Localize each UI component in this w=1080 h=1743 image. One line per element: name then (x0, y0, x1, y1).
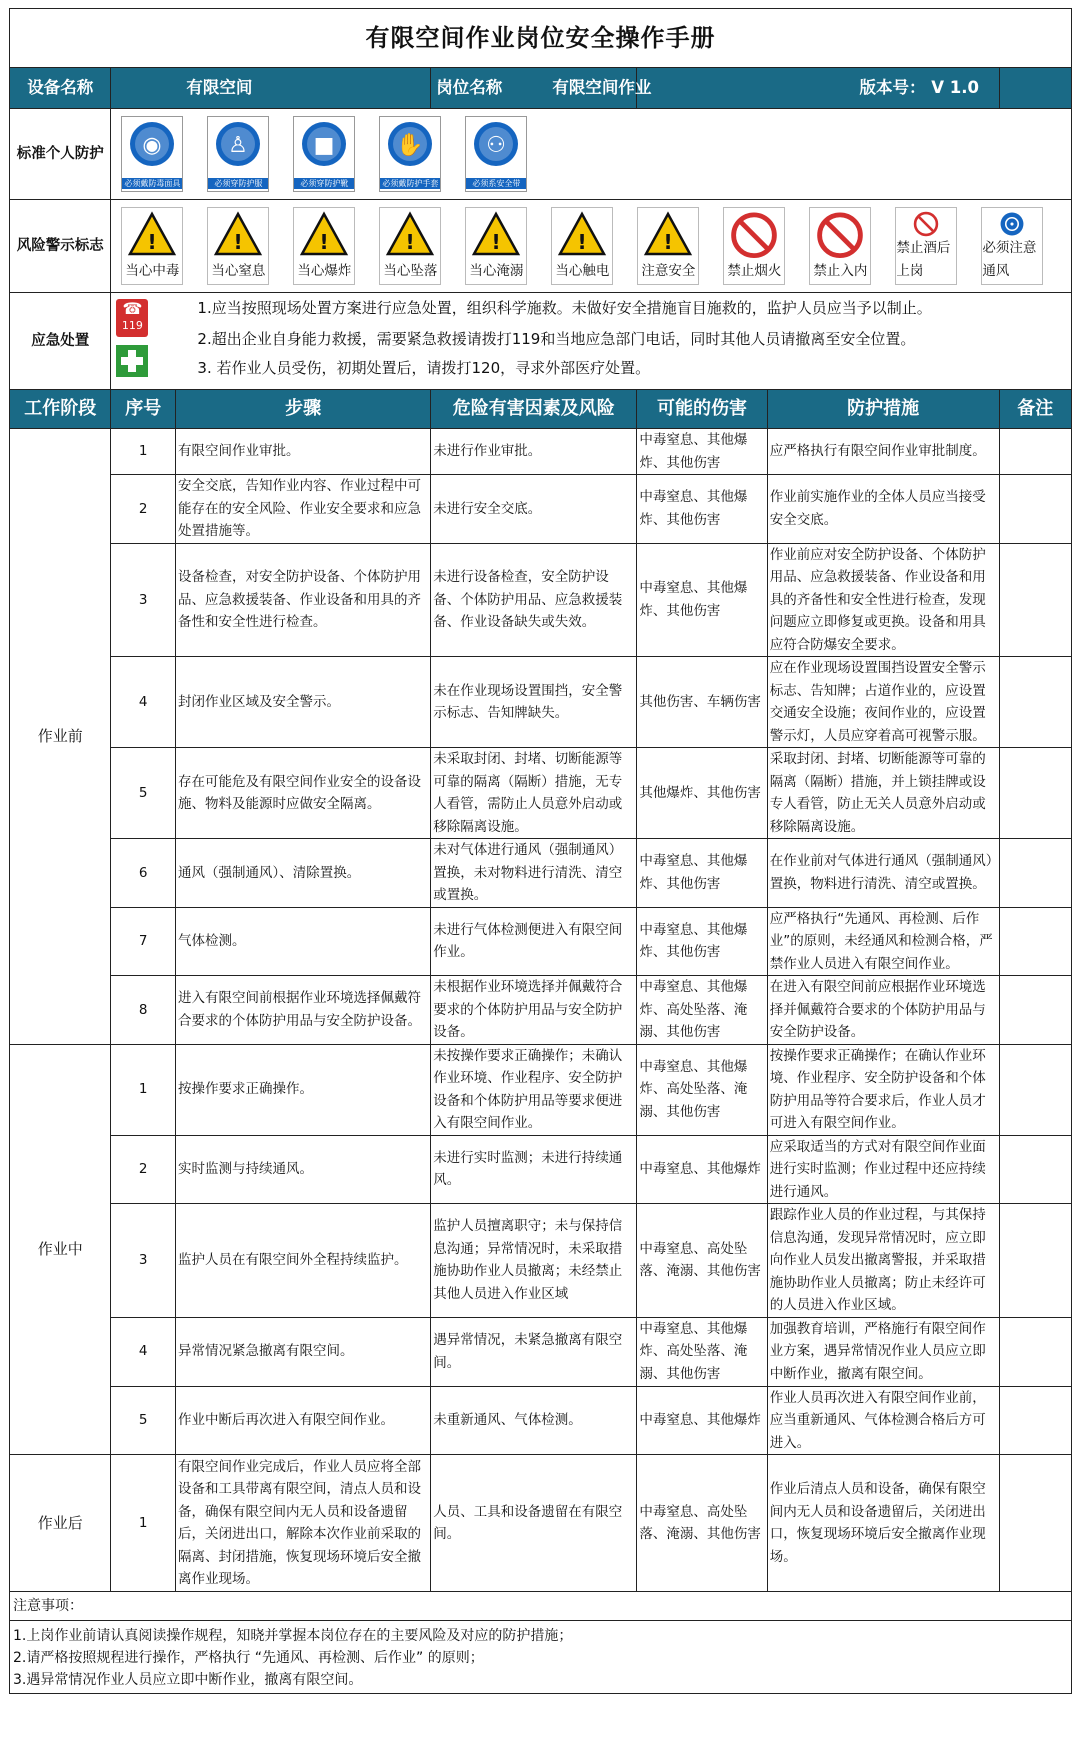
hazard-cell: 监护人员擅离职守；未与保持信息沟通；异常情况时，未采取措施协助作业人员撤离；未经禁止其他人员进入作业区域 (431, 1204, 637, 1318)
ppe-caption: 必须戴防毒面具 (124, 179, 181, 188)
step-cell: 设备检查，对安全防护设备、个体防护用品、应急救援装备、作业设备和用具的齐备性和安全性进行检查。 (176, 543, 431, 657)
injury-cell: 中毒窒息、其他爆炸、高处坠落、淹溺、其他伤害 (637, 1317, 767, 1386)
hazard-cell: 未进行气体检测便进入有限空间作业。 (431, 907, 637, 976)
svg-text:!: ! (491, 230, 501, 254)
table-row (10, 1204, 1072, 1318)
injury-cell: 其他伤害、车辆伤害 (637, 657, 767, 748)
table-row (10, 907, 1072, 976)
notes-title: 注意事项： (10, 1592, 1072, 1621)
risk-caption: 当心触电 (555, 262, 610, 279)
step-cell: 有限空间作业审批。 (176, 429, 431, 475)
row-number: 2 (111, 475, 176, 544)
risk-caption: 当心中毒 (125, 262, 180, 279)
col-measure: 防护措施 (767, 390, 999, 429)
poisoning-warning-icon (121, 207, 183, 285)
remark-cell (999, 657, 1071, 748)
risk-caption: 禁止酒后上岗 (896, 240, 951, 279)
hazard-cell: 未对气体进行通风（强制通风）置换，未对物料进行清洗、清空或置换。 (431, 839, 637, 908)
risk-icons (111, 200, 1072, 293)
emergency-line-1: 1.应当按照现场处置方案进行应急处置，组织科学施救。未做好安全措施盲目施救的，监护人员应当予以制止。 (197, 299, 932, 317)
row-number: 2 (111, 1135, 176, 1204)
note-3: 3.遇异常情况作业人员应立即中断作业，撤离有限空间。 (13, 1672, 363, 1688)
emergency-line-3: 3. 若作业人员受伤，初期处置后，请拨打120，寻求外部医疗处置。 (197, 359, 651, 377)
measure-cell: 作业人员再次进入有限空间作业前，应当重新通风、气体检测合格后方可进入。 (767, 1386, 999, 1455)
ppe-caption: 必须系安全带 (466, 178, 526, 189)
row-number: 1 (111, 1044, 176, 1135)
remark-cell (999, 748, 1071, 839)
risk-signs-label: 风险警示标志 (10, 200, 111, 293)
risk-caption: 当心窒息 (211, 262, 266, 279)
table-row (10, 543, 1072, 657)
note-1: 1.上岗作业前请认真阅读操作规程，知晓并掌握本岗位存在的主要风险及对应的防护措施； (13, 1628, 573, 1644)
hazard-cell: 未进行安全交底。 (431, 475, 637, 544)
injury-cell: 中毒窒息、其他爆炸 (637, 1135, 767, 1204)
measure-cell: 在进入有限空间前应根据作业环境选择并佩戴符合要求的个体防护用品与安全防护设备。 (767, 976, 999, 1045)
measure-cell: 应在作业现场设置围挡设置安全警示标志、告知牌；占道作业的，应设置交通安全设施；夜间作业的，应设置警示灯，人员应穿着高可视警示服。 (767, 657, 999, 748)
table-row (10, 748, 1072, 839)
hazard-cell: 未在作业现场设置围挡，安全警示标志、告知牌缺失。 (431, 657, 637, 748)
emergency-content (111, 293, 1072, 390)
col-no: 序号 (111, 390, 176, 429)
ppe-icons (111, 109, 1072, 200)
step-cell: 异常情况紧急撤离有限空间。 (176, 1317, 431, 1386)
measure-cell: 加强教育培训，严格施行有限空间作业方案，遇异常情况作业人员应立即中断作业，撤离有限空间。 (767, 1317, 999, 1386)
ppe-row (10, 109, 1072, 200)
slip-warning-icon (551, 207, 613, 285)
table-row (10, 1455, 1072, 1592)
emergency-label: 应急处置 (10, 293, 111, 390)
svg-text:■: ■ (314, 133, 335, 158)
svg-text:!: ! (405, 230, 415, 254)
measure-cell: 作业前实施作业的全体人员应当接受安全交底。 (767, 475, 999, 544)
col-injury: 可能的伤害 (637, 390, 767, 429)
step-cell: 作业中断后再次进入有限空间作业。 (176, 1386, 431, 1455)
risk-caption: 当心坠落 (383, 262, 438, 279)
injury-cell: 中毒窒息、其他爆炸、其他伤害 (637, 907, 767, 976)
measure-cell: 在作业前对气体进行通风（强制通风）置换，物料进行清洗、清空或置换。 (767, 839, 999, 908)
row-number: 1 (111, 429, 176, 475)
remark-cell (999, 1044, 1071, 1135)
ppe-caption: 必须穿防护服 (208, 178, 268, 189)
svg-text:!: ! (233, 230, 243, 254)
remark-cell (999, 1386, 1071, 1455)
no-fire-icon (723, 207, 785, 285)
remark-cell (999, 839, 1071, 908)
hazard-cell: 未进行实时监测；未进行持续通风。 (431, 1135, 637, 1204)
svg-text:⚇: ⚇ (486, 133, 507, 158)
stage-cell: 作业后 (10, 1455, 111, 1592)
svg-text:!: ! (147, 230, 157, 254)
row-number: 5 (111, 748, 176, 839)
table-row (10, 429, 1072, 475)
injury-cell: 中毒窒息、其他爆炸、其他伤害 (637, 543, 767, 657)
row-number: 8 (111, 976, 176, 1045)
risk-caption: 禁止烟火 (727, 262, 782, 279)
injury-cell: 中毒窒息、高处坠落、淹溺、其他伤害 (637, 1455, 767, 1592)
step-cell: 监护人员在有限空间外全程持续监护。 (176, 1204, 431, 1318)
measure-cell: 作业后清点人员和设备，确保有限空间内无人员和设备遗留后，关闭进出口，恢复现场环境后安全撤离作业现场。 (767, 1455, 999, 1592)
risk-row (10, 200, 1072, 293)
explosion-warning-icon (293, 207, 355, 285)
remark-cell (999, 976, 1071, 1045)
safety-boots-icon (293, 116, 355, 192)
measure-cell: 跟踪作业人员的作业过程，与其保持信息沟通，发现异常情况时，应立即向作业人员发出撤离警报，并采取措施协助作业人员撤离；防止未经许可的人员进入作业区域。 (767, 1204, 999, 1318)
injury-cell: 中毒窒息、其他爆炸 (637, 1386, 767, 1455)
table-row (10, 1135, 1072, 1204)
remark-cell (999, 1135, 1071, 1204)
first-aid-icon (116, 345, 148, 377)
hazard-cell: 未进行设备检查，安全防护设备、个体防护用品、应急救援装备、作业设备缺失或失效。 (431, 543, 637, 657)
fall-warning-icon (379, 207, 441, 285)
version-cell (859, 68, 1071, 109)
safety-belt-icon (465, 116, 527, 192)
risk-caption: 禁止入内 (813, 262, 868, 279)
step-cell: 有限空间作业完成后，作业人员应将全部设备和工具带离有限空间，清点人员和设备，确保有限空间内无人员和设备遗留后，关闭进出口，解除本次作业前采取的隔离、封闭措施，恢复现场环境后安全撤离作业现场。 (176, 1455, 431, 1592)
table-row (10, 1386, 1072, 1455)
remark-cell (999, 429, 1071, 475)
gas-mask-icon (121, 116, 183, 192)
col-step: 步骤 (176, 390, 431, 429)
risk-caption: 当心爆炸 (297, 262, 352, 279)
row-number: 4 (111, 1317, 176, 1386)
injury-cell: 中毒窒息、其他爆炸、高处坠落、淹溺、其他伤害 (637, 1044, 767, 1135)
hazard-cell: 未进行作业审批。 (431, 429, 637, 475)
step-cell: 安全交底，告知作业内容、作业过程中可能存在的安全风险、作业安全要求和应急处置措施等。 (176, 475, 431, 544)
row-number: 3 (111, 1204, 176, 1318)
hazard-cell: 未按操作要求正确操作；未确认作业环境、作业程序、安全防护设备和个体防护用品等要求便进入有限空间作业。 (431, 1044, 637, 1135)
col-hazard: 危险有害因素及风险 (431, 390, 637, 429)
svg-text:◉: ◉ (142, 133, 163, 158)
hazard-cell: 未重新通风、气体检测。 (431, 1386, 637, 1455)
row-number: 3 (111, 543, 176, 657)
risk-caption: 必须注意通风 (982, 240, 1037, 279)
post-name-value: 有限空间作业 (637, 68, 999, 109)
post-name-label: 岗位名称 (431, 68, 637, 109)
col-stage: 工作阶段 (10, 390, 111, 429)
header-row (10, 68, 1072, 109)
ventilate-icon (981, 207, 1043, 285)
row-number: 5 (111, 1386, 176, 1455)
svg-text:!: ! (319, 230, 329, 254)
protective-suit-icon (207, 116, 269, 192)
hazard-cell: 人员、工具和设备遗留在有限空间。 (431, 1455, 637, 1592)
table-row (10, 1044, 1072, 1135)
injury-cell: 其他爆炸、其他伤害 (637, 748, 767, 839)
device-name-label: 设备名称 (10, 68, 111, 109)
injury-cell: 中毒窒息、其他爆炸、其他伤害 (637, 839, 767, 908)
page-title: 有限空间作业岗位安全操作手册 (10, 9, 1072, 68)
injury-cell: 中毒窒息、其他爆炸、其他伤害 (637, 475, 767, 544)
remark-cell (999, 1317, 1071, 1386)
measure-cell: 应严格执行有限空间作业审批制度。 (767, 429, 999, 475)
measure-cell: 应严格执行“先通风、再检测、后作业”的原则，未经通风和检测合格，严禁作业人员进入有限空间作业。 (767, 907, 999, 976)
risk-caption: 注意安全 (641, 262, 696, 279)
table-row (10, 839, 1072, 908)
measure-cell: 作业前应对安全防护设备、个体防护用品、应急救援装备、作业设备和用具的齐备性和安全性进行检查，发现问题应立即修复或更换。设备和用具应符合防爆安全要求。 (767, 543, 999, 657)
step-cell: 按操作要求正确操作。 (176, 1044, 431, 1135)
injury-cell: 中毒窒息、其他爆炸、高处坠落、淹溺、其他伤害 (637, 976, 767, 1045)
ppe-caption: 必须穿防护靴 (294, 178, 354, 189)
injury-cell: 中毒窒息、其他爆炸、其他伤害 (637, 429, 767, 475)
ppe-caption: 必须戴防护手套 (382, 179, 439, 188)
emergency-line-2: 2.超出企业自身能力救援，需要紧急救援请拨打119和当地应急部门电话，同时其他人员请撤离至安全位置。 (197, 330, 916, 348)
no-entry-icon (809, 207, 871, 285)
measure-cell: 应采取适当的方式对有限空间作业面进行实时监测；作业过程中还应持续进行通风。 (767, 1135, 999, 1204)
remark-cell (999, 907, 1071, 976)
risk-caption: 当心淹溺 (469, 262, 524, 279)
svg-text:✋: ✋ (396, 133, 425, 158)
suffocation-warning-icon (207, 207, 269, 285)
fire-phone-icon: ☎ 119 (116, 299, 148, 337)
emergency-row (10, 293, 1072, 390)
table-header (10, 390, 1072, 429)
remark-cell (999, 1204, 1071, 1318)
measure-cell: 采取封闭、封堵、切断能源等可靠的隔离（隔断）措施，并上锁挂牌或设专人看管，防止无关人员意外启动或移除隔离设施。 (767, 748, 999, 839)
hazard-cell: 未根据作业环境选择并佩戴符合要求的个体防护用品与安全防护设备。 (431, 976, 637, 1045)
svg-text:!: ! (577, 230, 587, 254)
stage-cell: 作业中 (10, 1044, 111, 1455)
svg-text:!: ! (663, 230, 673, 254)
remark-cell (999, 543, 1071, 657)
notes-list (10, 1621, 1072, 1694)
injury-cell: 中毒窒息、高处坠落、淹溺、其他伤害 (637, 1204, 767, 1318)
no-drinking-icon (895, 207, 957, 285)
hazard-cell: 未采取封闭、封堵、切断能源等可靠的隔离（隔断）措施，无专人看管，需防止人员意外启动或移除隔离设施。 (431, 748, 637, 839)
row-number: 6 (111, 839, 176, 908)
table-row (10, 1317, 1072, 1386)
step-cell: 通风（强制通风）、清除置换。 (176, 839, 431, 908)
step-cell: 封闭作业区域及安全警示。 (176, 657, 431, 748)
drowning-warning-icon (465, 207, 527, 285)
svg-text:♙: ♙ (228, 133, 249, 158)
measure-cell: 按操作要求正确操作；在确认作业环境、作业程序、安全防护设备和个体防护用品等符合要求后，作业人员才可进入有限空间作业。 (767, 1044, 999, 1135)
row-number: 1 (111, 1455, 176, 1592)
remark-cell (999, 475, 1071, 544)
device-name-value: 有限空间 (111, 68, 431, 109)
note-2: 2.请严格按照规程进行操作，严格执行 “先通风、再检测、后作业” 的原则； (13, 1650, 484, 1666)
remark-cell (999, 1455, 1071, 1592)
caution-safety-icon (637, 207, 699, 285)
step-cell: 气体检测。 (176, 907, 431, 976)
step-cell: 存在可能危及有限空间作业安全的设备设施、物料及能源时应做安全隔离。 (176, 748, 431, 839)
protective-gloves-icon (379, 116, 441, 192)
table-row (10, 475, 1072, 544)
row-number: 7 (111, 907, 176, 976)
table-row (10, 657, 1072, 748)
table-row (10, 976, 1072, 1045)
stage-cell: 作业前 (10, 429, 111, 1045)
hazard-cell: 遇异常情况，未紧急撤离有限空间。 (431, 1317, 637, 1386)
col-remark: 备注 (999, 390, 1071, 429)
step-cell: 实时监测与持续通风。 (176, 1135, 431, 1204)
step-cell: 进入有限空间前根据作业环境选择佩戴符合要求的个体防护用品与安全防护设备。 (176, 976, 431, 1045)
version-label: 版本号： V 1.0 (859, 78, 980, 97)
row-number: 4 (111, 657, 176, 748)
ppe-label: 标准个人防护 (10, 109, 111, 200)
